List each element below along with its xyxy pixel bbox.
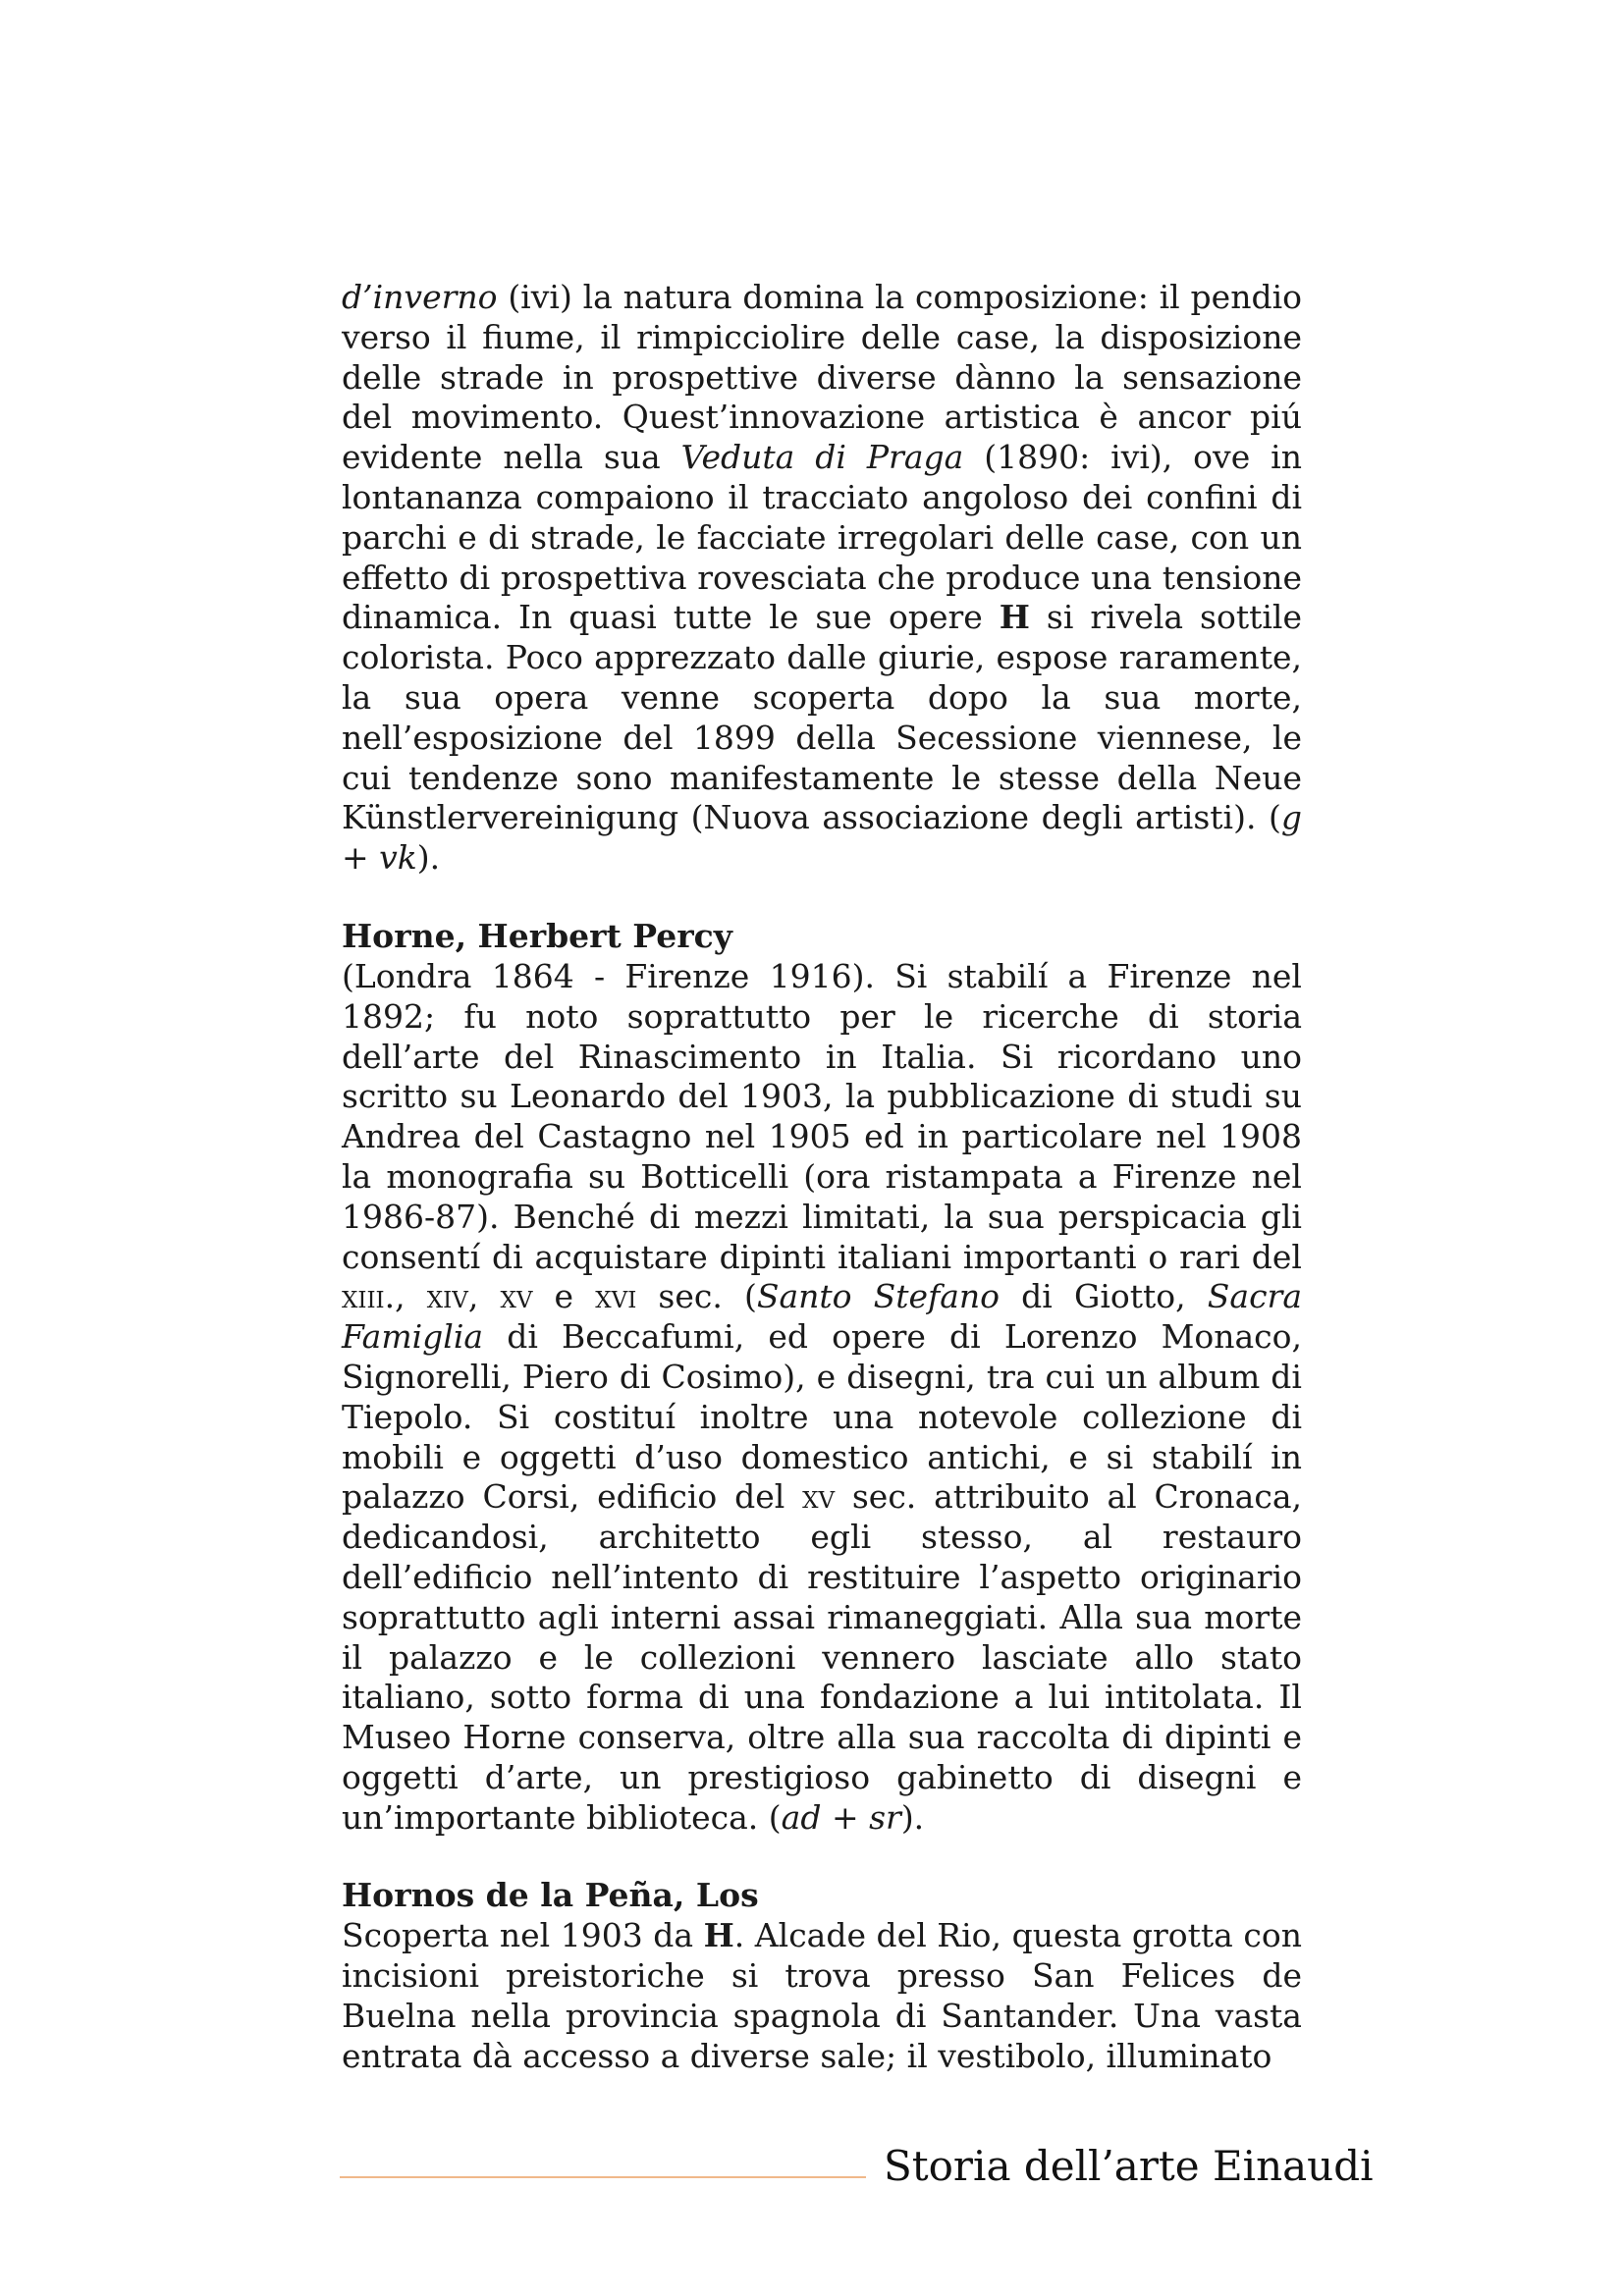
entry-horne: [342, 916, 1302, 1839]
century-numeral: xvi: [595, 1277, 637, 1316]
continuation-paragraph: [342, 278, 1302, 879]
century-numeral: xiv: [426, 1277, 468, 1316]
paragraph-text: (1890: ivi), ove in lontananza compaiono il tracciato angoloso dei confini di parchi e di strade, le facciate irregolari delle case, con un effetto di prospettiva rovesciata che produce una tensione dinamica. In quasi tutte le sue opere: [342, 438, 1302, 637]
century-numeral: xiii: [342, 1277, 385, 1316]
paragraph-text: .,: [384, 1277, 427, 1316]
author-initials: g + vk: [342, 798, 1302, 878]
footer-rule: [340, 2176, 866, 2178]
entry-body: [342, 957, 1302, 1839]
italic-title: Veduta di Praga: [680, 438, 964, 477]
text-column: [342, 278, 1302, 2077]
footer-title: Storia dell’arte Einaudi: [884, 2142, 1374, 2190]
paragraph-text: (Londra 1864 - Firenze 1916). Si stabilí a Firenze nel 1892; fu noto soprattutto per le ricerche di storia dell’arte del Rinascimento in Italia. Si ricordano uno scritto su Leonardo del 1903, la pubblicazione di studi su Andrea del Castagno nel 1905 ed in particolare nel 1908 la monografia su Botticelli (ora ristampata a Firenze nel 1986-87). Benché di mezzi limitati, la sua perspicacia gli consentí di acquistare dipinti italiani importanti o rari del: [342, 956, 1302, 1276]
paragraph-text: (ivi) la natura domina la composizione: il pendio verso il fiume, il rimpicciolire delle case, la disposizione delle strade in prospettive diverse dànno la sensazione del movimento. Quest’innovazione artistica è ancor piú evidente nella sua: [342, 278, 1302, 477]
century-numeral: xv: [802, 1477, 836, 1517]
entry-hornos: [342, 1875, 1302, 2076]
paragraph-text: di Beccafumi, ed opere di Lorenzo Monaco, Signorelli, Piero di Cosimo), e disegni, tra cui un album di Tiepolo. Si costituí inoltre una notevole collezione di mobili e oggetti d’uso domestico antichi, e si stabilí in palazzo Corsi, edificio del: [342, 1317, 1302, 1517]
paragraph-text: ,: [467, 1277, 501, 1316]
italic-title: d’inverno: [342, 278, 498, 316]
author-initials: ad + sr: [781, 1797, 901, 1837]
paragraph-text: sec. attribuito al Cronaca, dedicandosi, architetto egli stesso, al restauro dell’edificio nell’intento di restituire l’aspetto originario soprattutto agli interni assai rimaneggiati. Alla sua morte il palazzo e le collezioni vennero lasciate allo stato italiano, sotto forma di una fondazione a lui intitolata. Il Museo Horne conserva, oltre alla sua raccolta di dipinti e oggetti d’arte, un prestigioso gabinetto di disegni e un’importante biblioteca. (: [342, 1477, 1302, 1837]
paragraph-text: sec. (: [636, 1277, 757, 1316]
entry-title: Horne, Herbert Percy: [342, 916, 732, 955]
entry-initial: H: [703, 1916, 734, 1955]
century-numeral: xv: [500, 1277, 533, 1316]
entry-initial: H: [999, 598, 1030, 637]
paragraph-text: di Giotto,: [1000, 1277, 1208, 1316]
paragraph-text: si rivela sottile colorista. Poco apprezzato dalle giurie, espose raramente, la sua opera venne scoperta dopo la sua morte, nell’esposizione del 1899 della Secessione viennese, le cui tendenze sono manifestamente le stesse della Neue Künstlervereinigung (Nuova associazione degli artisti). (: [342, 598, 1302, 837]
paragraph-text: ).: [900, 1797, 925, 1837]
artwork-title: Sacra Famiglia: [342, 1277, 1302, 1357]
paragraph-text: ).: [416, 838, 441, 878]
artwork-title: Santo Stefano: [756, 1277, 1001, 1316]
paragraph-text: Scoperta nel 1903 da: [342, 1916, 694, 1955]
paragraph-text: . Alcade del Rio, questa grotta con incisioni preistoriche si trova presso San Felices de Buelna nella provincia spagnola di Santander. Una vasta entrata dà accesso a diverse sale; il vestibolo, illuminato: [342, 1916, 1302, 2075]
entry-title: Hornos de la Peña, Los: [342, 1876, 759, 1915]
entry-body: [342, 1916, 1302, 2076]
paragraph-text: e: [532, 1277, 596, 1316]
